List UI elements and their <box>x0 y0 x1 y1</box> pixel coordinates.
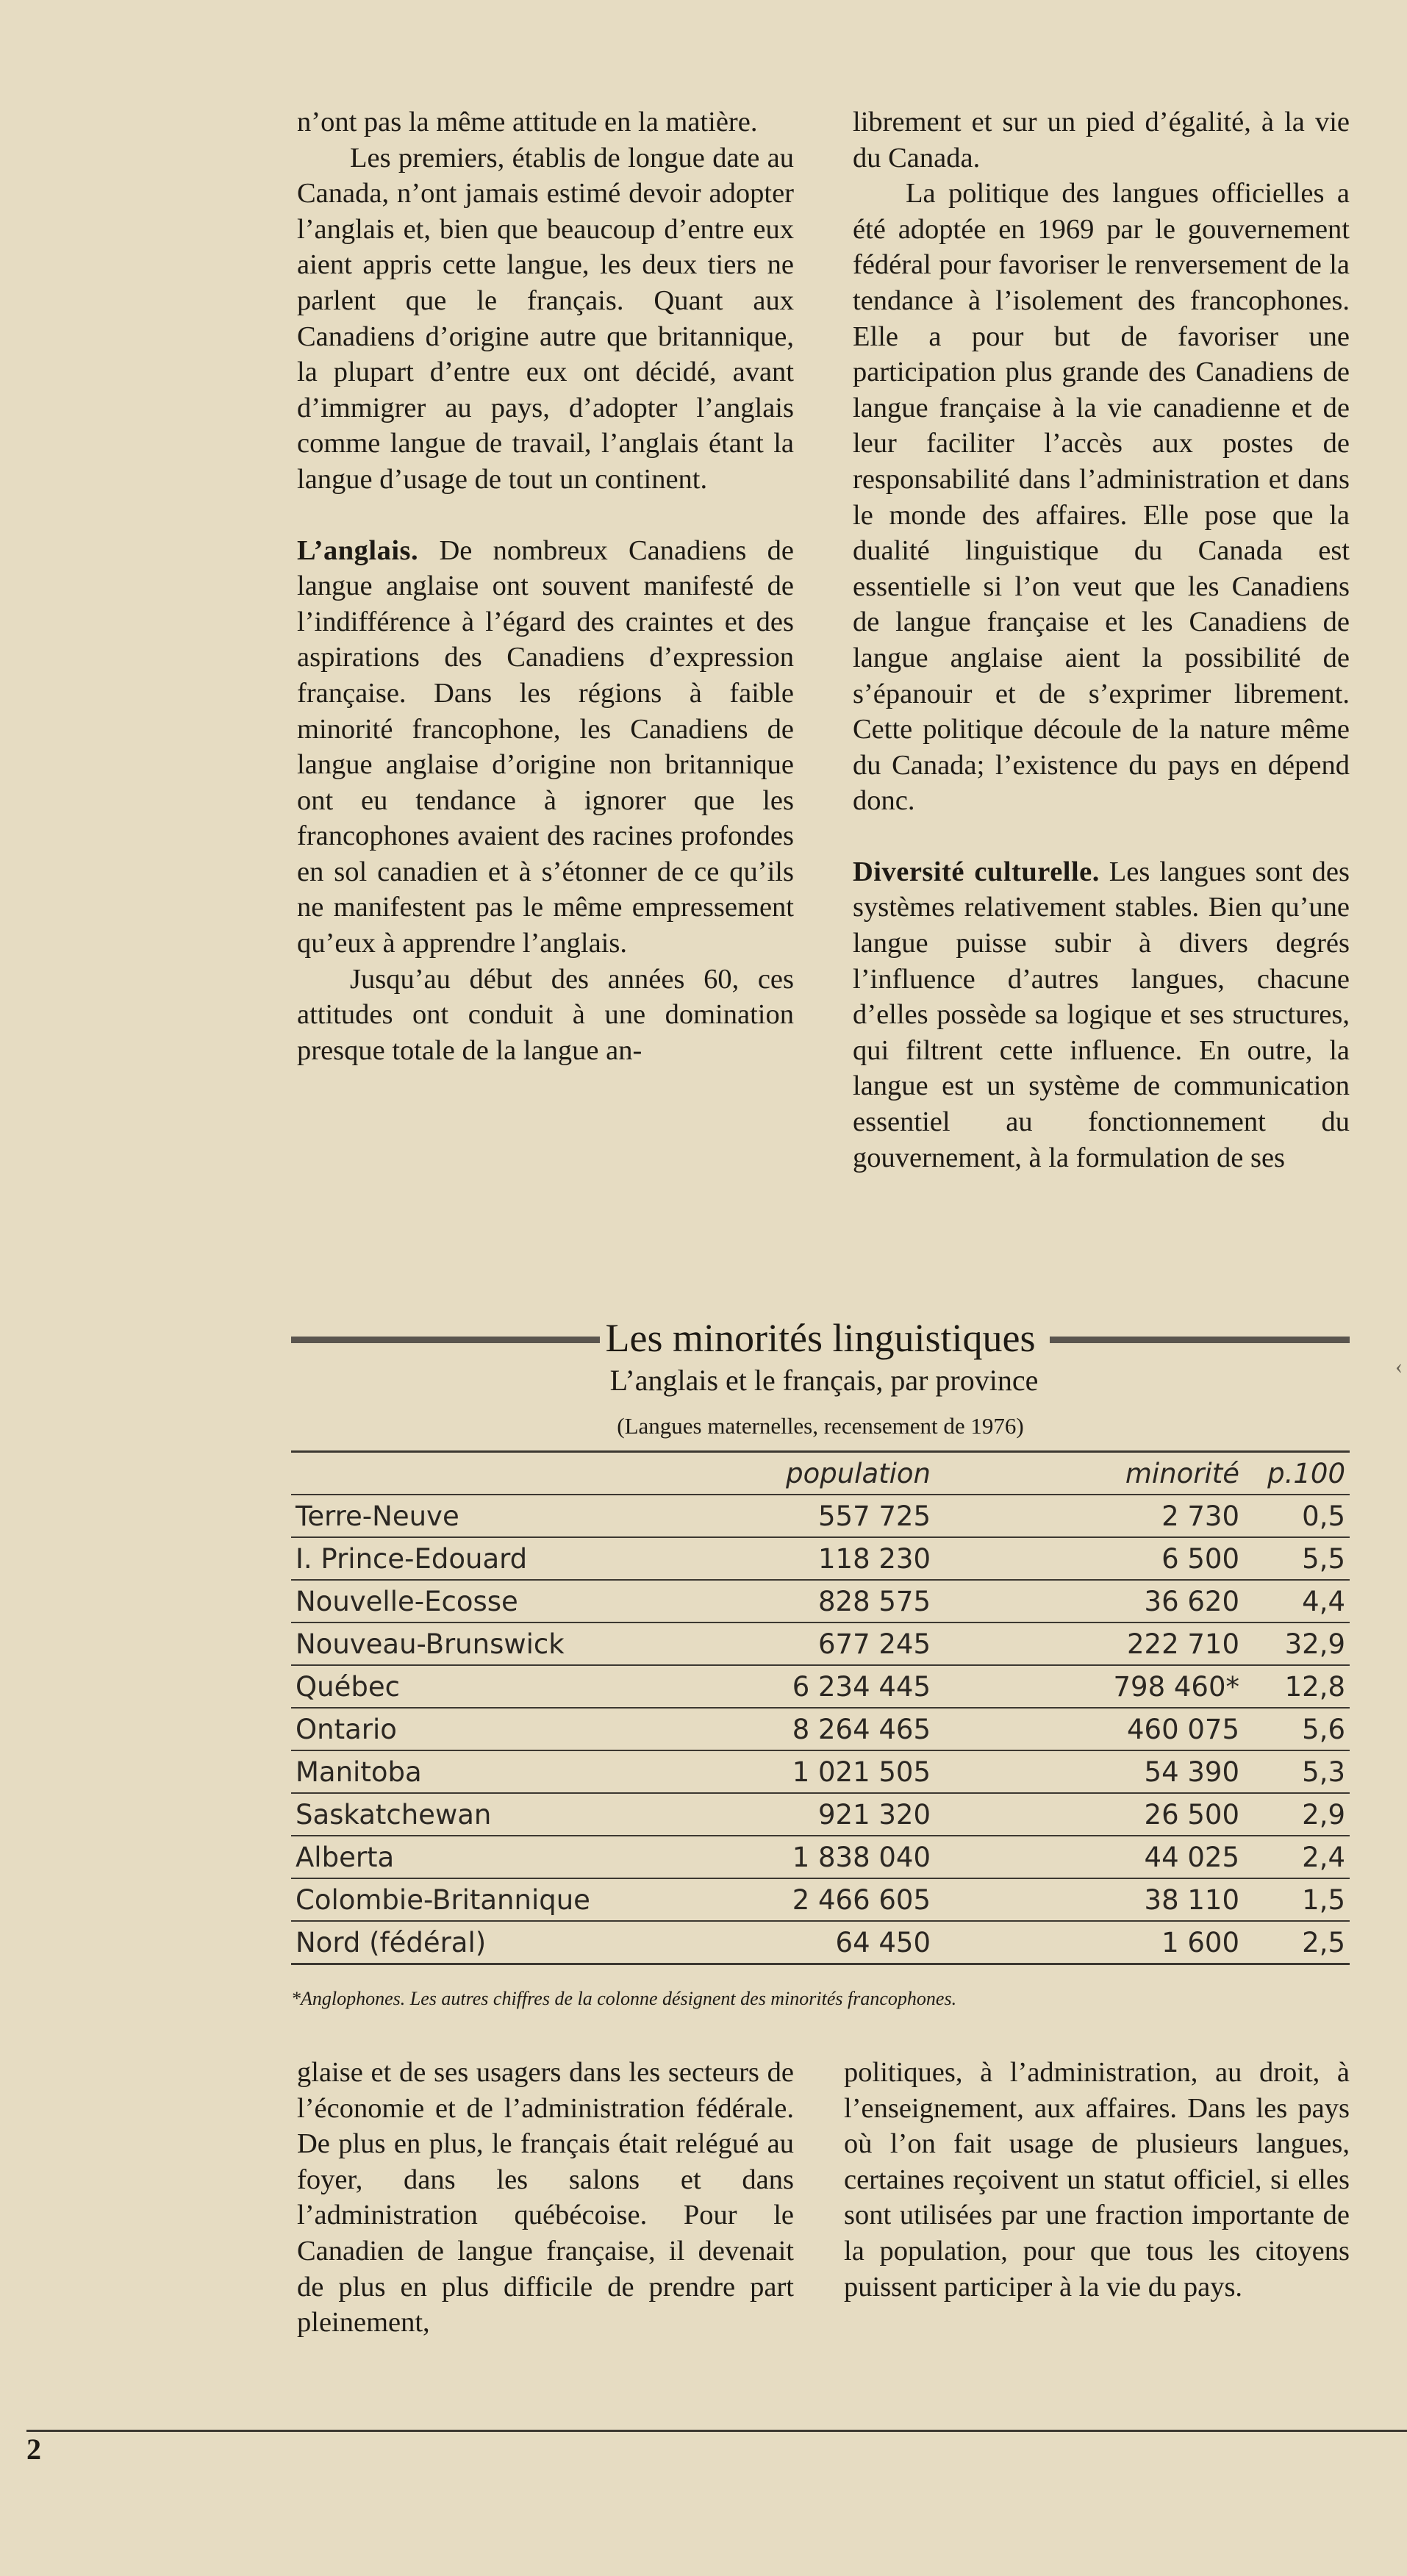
paragraph: La politique des langues officielles a été adoptée en 1969 par le gouvernement fédéral pour favoriser le renversement de la tendance à l’isolement des francophones. Elle a pour but de favoriser une participation plus grande des Canadiens de langue française à la vie canadienne et de leur faciliter l’accès aux postes de responsabilité dans l’administration et dans le monde des affaires. Elle pose que la dualité linguistique du Canada est essentielle si l’on veut que les Canadiens de langue française et les Canadiens de langue anglaise aient la possibilité de s’épanouir et de s’exprimer librement. Cette politique découle de la nature même du Canada; l’existence du pays en dépend donc. <box>853 178 1350 817</box>
minorities-table-block <box>291 1314 1350 1958</box>
table-row <box>291 1495 1350 1537</box>
paragraph-diversite <box>853 854 1350 1176</box>
table-row <box>291 1878 1350 1921</box>
cell-province: Terre-Neuve <box>291 1495 722 1537</box>
header-pourcent: p.100 <box>1244 1452 1350 1495</box>
paragraph: librement et sur un pied d’égalité, à la vie du Canada. <box>853 107 1350 173</box>
cell-minorite: 222 710 <box>935 1622 1244 1665</box>
table-row <box>291 1750 1350 1793</box>
cell-pourcent: 5,3 <box>1244 1750 1350 1793</box>
cell-population: 64 450 <box>722 1921 935 1964</box>
cell-population: 677 245 <box>722 1622 935 1665</box>
cell-province: Saskatchewan <box>291 1793 722 1836</box>
cell-population: 557 725 <box>722 1495 935 1537</box>
table-row <box>291 1708 1350 1750</box>
table-subtitle: L’anglais et le français, par province <box>609 1364 1039 1397</box>
paragraph: Les premiers, établis de longue date au Canada, n’ont jamais estimé devoir adopter l’anglais et, bien que beaucoup d’entre eux aient appris cette langue, les deux tiers ne parlent que le français. Quant aux Canadiens d’origine autre que britannique, la plupart d’entre eux ont décidé, avant d’immigrer au pays, d’adopter l’anglais comme langue de travail, l’anglais étant la langue d’usage de tout un continent. <box>297 142 794 495</box>
table-row <box>291 1665 1350 1708</box>
cell-pourcent: 1,5 <box>1244 1878 1350 1921</box>
table-title-row <box>291 1314 1350 1362</box>
table-row <box>291 1622 1350 1665</box>
cell-minorite: 44 025 <box>935 1836 1244 1878</box>
cell-province: Nord (fédéral) <box>291 1921 722 1964</box>
edge-mark: ‹ <box>1395 1354 1403 1378</box>
footer-rule <box>26 2430 1407 2432</box>
cell-province: Nouvelle-Ecosse <box>291 1580 722 1622</box>
column-bottom-left <box>297 2055 794 2341</box>
cell-minorite: 26 500 <box>935 1793 1244 1836</box>
table-title: Les minorités linguistiques <box>291 1314 1350 1362</box>
table-header-row <box>291 1452 1350 1495</box>
cell-pourcent: 12,8 <box>1244 1665 1350 1708</box>
cell-province: Alberta <box>291 1836 722 1878</box>
column-top-right <box>853 104 1350 1176</box>
cell-pourcent: 32,9 <box>1244 1622 1350 1665</box>
column-top-left <box>297 104 794 1068</box>
minorities-table <box>291 1450 1350 1965</box>
table-row <box>291 1580 1350 1622</box>
table-footnote: *Anglophones. Les autres chiffres de la colonne désignent des minorités francophones. <box>291 1988 957 2009</box>
cell-minorite: 36 620 <box>935 1580 1244 1622</box>
paragraph: Jusqu’au début des années 60, ces attitudes ont conduit à une domination presque totale de la langue an- <box>297 963 794 1066</box>
cell-minorite: 38 110 <box>935 1878 1244 1921</box>
cell-population: 1 021 505 <box>722 1750 935 1793</box>
cell-population: 921 320 <box>722 1793 935 1836</box>
paragraph-text: De nombreux Canadiens de langue anglaise ont souvent manifesté de l’indifférence à l’égard des craintes et des aspirations des Canadiens d’expression française. Dans les régions à faible minorité francophone, les Canadiens de langue anglaise d’origine non britannique ont eu tendance à ignorer que les francophones avaient des racines profondes en sol canadien et à s’étonner de ce qu’ils ne manifestent pas le même empressement qu’eux à apprendre l’anglais. <box>297 534 795 959</box>
cell-minorite: 2 730 <box>935 1495 1244 1537</box>
paragraph: glaise et de ses usagers dans les secteurs de l’économie et de l’administration fédérale. De plus en plus, le français était relégué au foyer, dans les salons et dans l’administration québécoise. Pour le Canadien de langue française, il devenait de plus en plus difficile de prendre part pleinement, <box>297 2057 794 2339</box>
cell-minorite: 54 390 <box>935 1750 1244 1793</box>
cell-population: 8 264 465 <box>722 1708 935 1750</box>
cell-population: 2 466 605 <box>722 1878 935 1921</box>
table-row <box>291 1921 1350 1964</box>
table-source: (Langues maternelles, recensement de 1976) <box>617 1413 1024 1439</box>
cell-province: I. Prince-Edouard <box>291 1537 722 1580</box>
section-heading-anglais: L’anglais. <box>297 534 419 566</box>
cell-province: Colombie-Britannique <box>291 1878 722 1921</box>
cell-province: Québec <box>291 1665 722 1708</box>
header-population: population <box>722 1452 935 1495</box>
table-row <box>291 1836 1350 1878</box>
column-bottom-right <box>844 2055 1350 2305</box>
section-heading-diversite: Diversité culturelle. <box>853 856 1100 887</box>
cell-pourcent: 5,5 <box>1244 1537 1350 1580</box>
table-row <box>291 1537 1350 1580</box>
cell-pourcent: 2,5 <box>1244 1921 1350 1964</box>
cell-province: Ontario <box>291 1708 722 1750</box>
cell-population: 6 234 445 <box>722 1665 935 1708</box>
cell-minorite: 6 500 <box>935 1537 1244 1580</box>
cell-pourcent: 5,6 <box>1244 1708 1350 1750</box>
cell-pourcent: 2,4 <box>1244 1836 1350 1878</box>
header-minorite: minorité <box>935 1452 1244 1495</box>
header-province <box>291 1452 722 1495</box>
cell-province: Manitoba <box>291 1750 722 1793</box>
cell-population: 828 575 <box>722 1580 935 1622</box>
cell-minorite: 460 075 <box>935 1708 1244 1750</box>
cell-minorite: 1 600 <box>935 1921 1244 1964</box>
cell-province: Nouveau-Brunswick <box>291 1622 722 1665</box>
cell-pourcent: 0,5 <box>1244 1495 1350 1537</box>
paragraph-anglais <box>297 533 794 962</box>
cell-minorite: 798 460* <box>935 1665 1244 1708</box>
cell-population: 118 230 <box>722 1537 935 1580</box>
paragraph: n’ont pas la même attitude en la matière. <box>297 107 758 137</box>
paragraph: politiques, à l’administration, au droit, à l’enseignement, aux affaires. Dans les pays où l’on fait usage de plusieurs langues, certaines reçoivent un statut officiel, si elles sont utilisées par une fraction importante de la population, pour que tous les citoyens puissent participer à la vie du pays. <box>844 2057 1350 2303</box>
paragraph-text: Les langues sont des systèmes relativement stables. Bien qu’une langue puisse subir à divers degrés l’influence d’autres langues, chacune d’elles possède sa logique et ses structures, qui filtrent cette influence. En outre, la langue est un système de communication essentiel au fonctionnement du gouvernement, à la formulation de ses <box>853 856 1350 1173</box>
cell-population: 1 838 040 <box>722 1836 935 1878</box>
page-number: 2 <box>26 2433 41 2466</box>
table-row <box>291 1793 1350 1836</box>
cell-pourcent: 4,4 <box>1244 1580 1350 1622</box>
cell-pourcent: 2,9 <box>1244 1793 1350 1836</box>
